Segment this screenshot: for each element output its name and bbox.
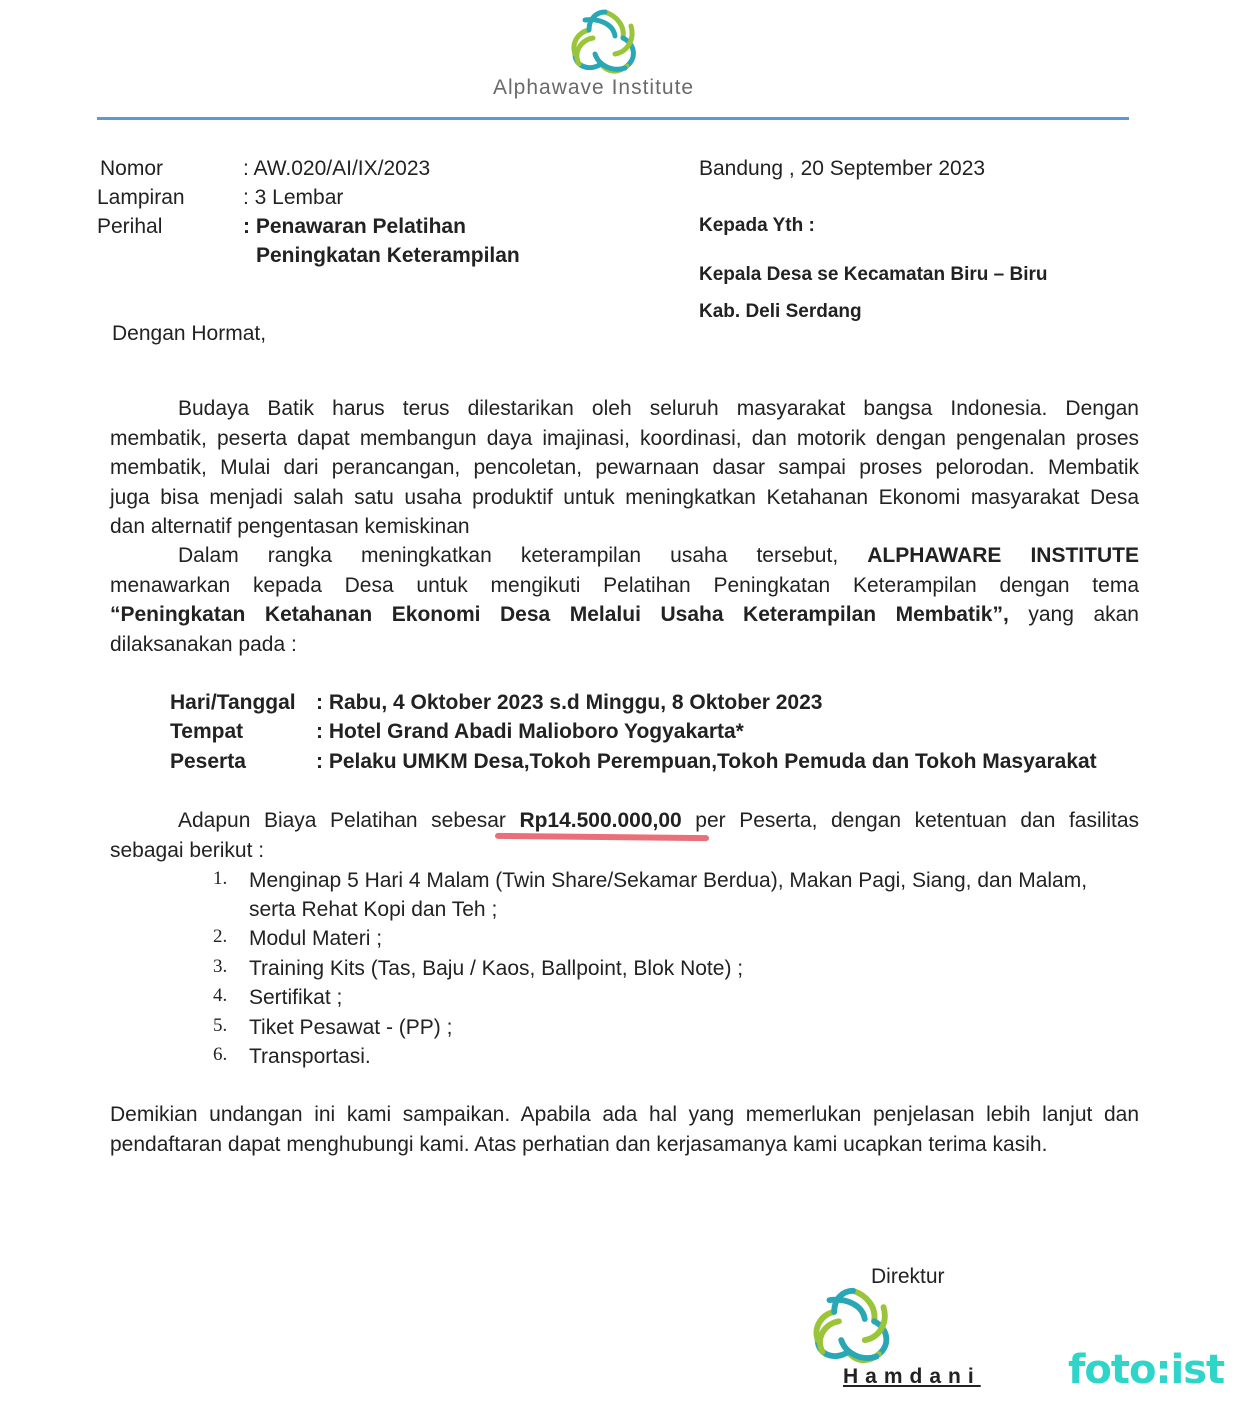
signature-stamp bbox=[806, 1283, 900, 1369]
header-divider bbox=[97, 117, 1129, 120]
paragraph-line: Demikian undangan ini kami sampaikan. Apabila ada hal yang memerlukan penjelasan lebih lanjut dan bbox=[110, 1103, 1139, 1126]
list-text: Tiket Pesawat - (PP) ; bbox=[249, 1015, 453, 1039]
paragraph-1 bbox=[110, 394, 1139, 542]
paragraph-line bbox=[110, 541, 1139, 571]
detail-value-place: : Hotel Grand Abadi Malioboro Yogyakarta* bbox=[316, 720, 744, 743]
paragraph-2 bbox=[110, 541, 1139, 659]
paragraph-line: Budaya Batik harus terus dilestarikan oleh seluruh masyarakat bangsa Indonesia. Dengan bbox=[178, 397, 1139, 420]
list-text: Sertifikat ; bbox=[249, 986, 343, 1009]
greeting: Dengan Hormat, bbox=[112, 322, 267, 345]
detail-value-date: : Rabu, 4 Oktober 2023 s.d Minggu, 8 Oktober 2023 bbox=[316, 691, 823, 714]
list-item bbox=[213, 1013, 1143, 1043]
place-date: Bandung , 20 September 2023 bbox=[699, 157, 986, 180]
alphawave-logo-icon bbox=[806, 1283, 900, 1369]
perihal-value-2: Peningkatan Keterampilan bbox=[256, 244, 520, 267]
list-item bbox=[213, 954, 1143, 984]
nomor-value: : AW.020/AI/IX/2023 bbox=[243, 157, 431, 180]
list-number: 5. bbox=[213, 1014, 228, 1036]
alphawave-logo-icon bbox=[565, 6, 645, 78]
list-item bbox=[213, 1042, 1143, 1072]
list-item bbox=[213, 983, 1143, 1013]
paragraph-line: juga bisa menjadi salah satu usaha produktif untuk meningkatkan Ketahanan Ekonomi masyarakat Desa bbox=[110, 485, 1139, 509]
signatory-name: Hamdani bbox=[843, 1365, 981, 1388]
training-theme: “Peningkatan Ketahanan Ekonomi Desa Melalui Usaha Keterampilan Membatik”, bbox=[110, 603, 1009, 626]
detail-value-participants: : Pelaku UMKM Desa,Tokoh Perempuan,Tokoh Pemuda dan Tokoh Masyarakat bbox=[316, 750, 1097, 773]
paragraph-line: dilaksanakan pada : bbox=[110, 632, 297, 656]
list-number: 1. bbox=[213, 868, 228, 889]
list-text: Training Kits (Tas, Baju / Kaos, Ballpoint, Blok Note) ; bbox=[249, 956, 744, 980]
paragraph-text: per Peserta, dengan ketentuan dan fasilitas bbox=[695, 809, 1139, 832]
paragraph-line: dan alternatif pengentasan kemiskinan bbox=[110, 515, 470, 538]
closing-paragraph bbox=[110, 1100, 1139, 1159]
list-text: Modul Materi ; bbox=[249, 927, 383, 950]
fee-amount: Rp14.500.000,00 bbox=[519, 809, 682, 832]
signature-title: Direktur bbox=[871, 1265, 945, 1288]
facilities-list bbox=[213, 866, 1143, 1072]
detail-label-participants: Peserta bbox=[170, 750, 246, 773]
detail-label-date: Hari/Tanggal bbox=[170, 691, 296, 714]
paragraph-line: sebagai berikut : bbox=[110, 838, 265, 862]
paragraph-line bbox=[110, 600, 1139, 630]
list-text: serta Rehat Kopi dan Teh ; bbox=[249, 898, 498, 921]
recipient-line-1: Kepala Desa se Kecamatan Biru – Biru bbox=[699, 264, 1048, 285]
list-number: 6. bbox=[213, 1044, 228, 1065]
paragraph-text: Dalam rangka meningkatkan keterampilan usaha tersebut, bbox=[178, 544, 839, 567]
detail-label-place: Tempat bbox=[170, 720, 244, 743]
paragraph-line: menawarkan kepada Desa untuk mengikuti Pelatihan Peningkatan Keterampilan dengan tema bbox=[110, 573, 1139, 597]
org-name-bold: ALPHAWARE INSTITUTE bbox=[867, 544, 1139, 567]
paragraph-text: yang akan bbox=[1028, 603, 1139, 626]
list-item bbox=[213, 866, 1143, 924]
list-item bbox=[213, 924, 1143, 954]
paragraph-text: Adapun Biaya Pelatihan sebesar bbox=[178, 809, 506, 832]
list-number: 3. bbox=[213, 955, 228, 977]
perihal-value: : Penawaran Pelatihan bbox=[243, 215, 466, 238]
list-number: 4. bbox=[213, 985, 228, 1006]
paragraph-line bbox=[110, 806, 1139, 836]
lampiran-value: : 3 Lembar bbox=[243, 186, 344, 209]
nomor-label: Nomor bbox=[100, 157, 164, 180]
list-number: 2. bbox=[213, 926, 228, 947]
paragraph-line: pendaftaran dapat menghubungi kami. Atas perhatian dan kerjasamanya kami ucapkan terima kasih. bbox=[110, 1132, 1048, 1156]
paragraph-line: membatik, Mulai dari perancangan, pencoletan, pewarnaan dasar sampai proses pelorodan. Membatik bbox=[110, 456, 1139, 479]
photo-credit-watermark: foto:ist bbox=[1068, 1347, 1225, 1393]
list-text: Transportasi. bbox=[249, 1045, 371, 1068]
recipient-line-2: Kab. Deli Serdang bbox=[699, 301, 862, 322]
paragraph-line: membatik, peserta dapat membangun daya imajinasi, koordinasi, dan motorik dengan pengenalan proses bbox=[110, 426, 1139, 450]
kepada-label: Kepada Yth : bbox=[699, 215, 815, 236]
perihal-label: Perihal bbox=[97, 215, 163, 238]
header-logo bbox=[565, 6, 645, 78]
list-text: Menginap 5 Hari 4 Malam (Twin Share/Sekamar Berdua), Makan Pagi, Siang, dan Malam, bbox=[249, 869, 1088, 892]
lampiran-label: Lampiran bbox=[97, 186, 185, 209]
org-name: Alphawave Institute bbox=[493, 76, 695, 99]
